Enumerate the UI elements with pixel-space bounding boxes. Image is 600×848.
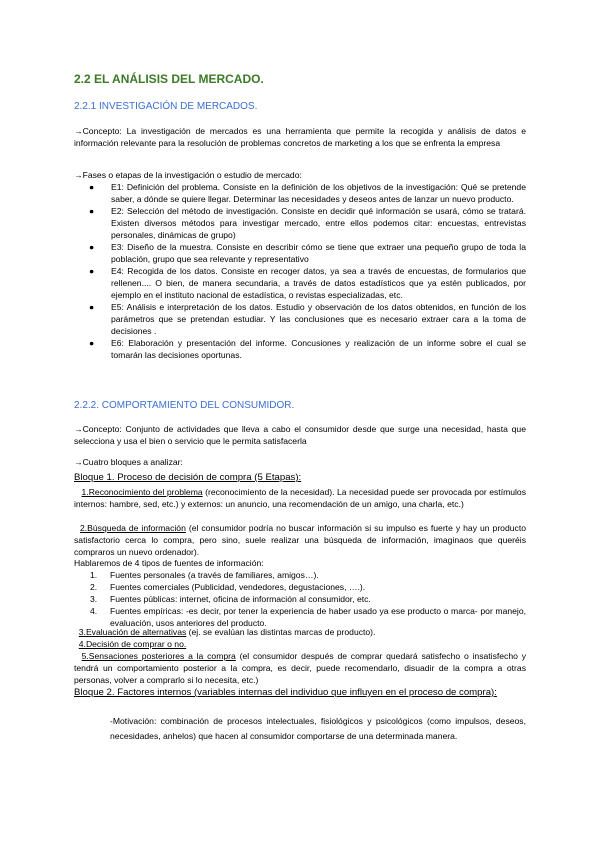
block1-title: Bloque 1. Proceso de decisión de compra (5 Etapas):	[74, 472, 302, 483]
step3-label: 3.Evaluación de alternativas	[78, 627, 187, 637]
step1-label: 1.Reconocimiento del problema	[81, 487, 203, 497]
sources-intro: Hablaremos de 4 tipos de fuentes de información:	[74, 558, 264, 568]
step2-label: 2.Búsqueda de información	[80, 523, 186, 533]
step4-paragraph	[74, 638, 186, 650]
block2-title: Bloque 2. Factores internos (variables internas del individuo que influyen en el proceso de compra):	[74, 687, 497, 698]
sources-list	[74, 569, 526, 629]
consumer-behavior-concept: →Concepto: Conjunto de actividades que lleva a cabo el consumidor desde que surge una necesidad, hasta que selecciona y usa el bien o servicio que le permita satisfacerla	[74, 424, 526, 446]
step5-label: 5.Sensaciones posteriores a la compra	[81, 651, 236, 661]
motivation-paragraph: -Motivación: combinación de procesos intelectuales, fisiológicos y psicológicos (como impulsos, deseos, necesidades, anhelos) que hacen al consumidor comportarse de una determinada manera.	[110, 716, 526, 741]
list-item: 1. Fuentes personales (a través de familiares, amigos…).	[90, 570, 319, 580]
list-item: ● E6: Elaboración y presentación del informe. Concusiones y realización de un informe sobre el cual se tomarán las decisiones oportunas.	[89, 338, 526, 360]
list-item: ● E1: Definición del problema. Consiste en la definición de los objetivos de la investigación: Qué se pretende saber, a dónde se quiere llegar. Determinar las necesidades y deseos antes de lanzar un nuevo producto.	[89, 182, 526, 204]
list-item: 2. Fuentes comerciales (Publicidad, vendedores, degustaciones, ….).	[90, 582, 366, 592]
list-item: 3. Fuentes públicas: internet, oficina de información al consumidor, etc.	[90, 594, 371, 604]
list-item: ● E5: Análisis e interpretación de los datos. Estudio y observación de los datos obtenidos, en función de los parámetros que se pretendan estudiar. Y las conclusiones que es necesario extraer cara a la toma de decisiones .	[89, 302, 526, 336]
section-heading-market-research: 2.2.1 INVESTIGACIÓN DE MERCADOS.	[74, 101, 258, 112]
list-item: ● E3: Diseño de la muestra. Consiste en describir cómo se tiene que extraer una pequeño grupo de toda la población, grupo que sea relevante y representativo	[89, 242, 526, 264]
blocks-intro: →Cuatro bloques a analizar:	[74, 457, 183, 467]
step3-paragraph: 3.Evaluación de alternativas (ej. se evalúan las distintas marcas de producto).	[78, 627, 376, 637]
phases-list	[74, 181, 526, 361]
step1-paragraph: 1.Reconocimiento del problema (reconocimiento de la necesidad). La necesidad puede ser provocada por estímulos internos: hambre, sed, etc.) y externos: un anuncio, una recomendación de un amigo, una charla, etc.)	[74, 487, 527, 509]
list-item: 4. Fuentes empíricas: -es decir, por tener la experiencia de haber usado ya ese producto o marca- por manejo, evaluación, usos anteriores del producto.	[90, 606, 526, 628]
page-title: 2.2 EL ANÁLISIS DEL MERCADO.	[74, 72, 264, 86]
list-item: ● E4: Recogida de los datos. Consiste en recoger datos, ya sea a través de encuestas, de formularios que rellenen.... O bien, de manera secundaria, a través de datos estadísticos que ya estén publicados, por ejemplo en el instituto nacional de estadística, o revistas especializadas, etc.	[89, 266, 526, 300]
phases-intro: →Fases o etapas de la investigación o estudio de mercado:	[74, 170, 302, 180]
step4-label: 4.Decisión de comprar o no.	[78, 639, 187, 649]
market-research-concept: →Concepto: La investigación de mercados es una herramienta que permite la recogida y análisis de datos e información relevante para la resolución de problemas concretos de marketing a los que se enfrenta la empresa	[74, 126, 526, 148]
step2-paragraph: 2.Búsqueda de información (el consumidor podría no buscar información si su impulso es fuerte y hay un producto satisfactorio cerca lo compra, pero sino, suele realizar una búsqueda de información, imaginaos que queréis compraros un nuevo ordenador).	[74, 523, 526, 557]
list-item: ● E2: Selección del método de investigación. Consiste en decidir qué información se usará, cómo se tratará. Existen diversos métodos para investigar mercado, entre ellos podemos citar: encuestas, entrevistas personales, dinámicas de grupo)	[89, 206, 526, 240]
step5-paragraph: 5.Sensaciones posteriores a la compra (el consumidor después de comprar quedará satisfecho o insatisfecho y tendrá un comportamiento posterior a la compra, es decir, puede recomendarlo, disuadir de la compra a otras personas, volver a comprarlo si lo necesita, etc.)	[74, 651, 526, 685]
section-heading-consumer-behavior: 2.2.2. COMPORTAMIENTO DEL CONSUMIDOR.	[74, 400, 295, 411]
